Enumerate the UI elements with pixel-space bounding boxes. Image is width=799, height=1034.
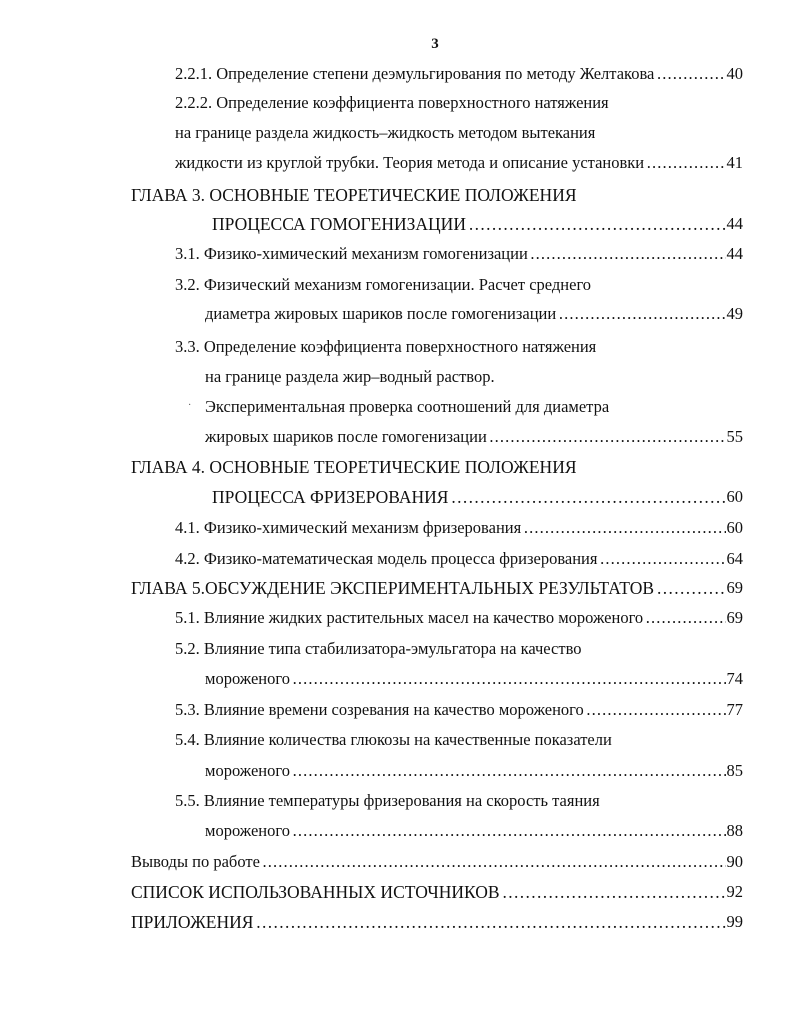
toc-page-3-3: 55 bbox=[726, 423, 744, 451]
toc-entry-5-2-cont: мороженого . . . bbox=[205, 665, 743, 693]
toc-page-references: 92 bbox=[726, 878, 744, 906]
toc-entry-3-3-cont3: жировых шариков после гомогенизации . . . bbox=[205, 423, 743, 451]
toc-page-chapter-5: 69 bbox=[726, 574, 744, 602]
toc-page-2-2-2: 41 bbox=[726, 149, 744, 177]
toc-entry-conclusions: Выводы по работе . . . bbox=[131, 848, 743, 876]
toc-entry-4-1: 4.1. Физико-химический механизм фризерования . . . bbox=[175, 514, 743, 542]
toc-entry-5-4: 5.4. Влияние количества глюкозы на качественные показатели bbox=[175, 730, 612, 749]
toc-entry-appendices: ПРИЛОЖЕНИЯ . . . bbox=[131, 908, 743, 936]
toc-entry-3-1: 3.1. Физико-химический механизм гомогенизации . . . bbox=[175, 240, 743, 268]
toc-entry-2-2-2: 2.2.2. Определение коэффициента поверхностного натяжения bbox=[175, 93, 609, 112]
toc-entry-5-5-cont: мороженого . . . bbox=[205, 817, 743, 845]
toc-entry-5-4-cont: мороженого . . . bbox=[205, 757, 743, 785]
toc-page-5-2: 74 bbox=[726, 665, 744, 693]
toc-entry-2-2-1: 2.2.1. Определение степени деэмульгирования по методу Желтакова . . . bbox=[175, 60, 743, 88]
toc-entry-3-2: 3.2. Физический механизм гомогенизации. Расчет среднего bbox=[175, 275, 592, 294]
toc-entry-2-2-2-cont1: на границе раздела жидкость–жидкость методом вытекания bbox=[175, 123, 596, 142]
page-number: 3 bbox=[431, 36, 439, 52]
toc-page-5-5: 88 bbox=[726, 817, 744, 845]
toc-page-5-1: 69 bbox=[726, 604, 744, 632]
toc-page-appendices: 99 bbox=[726, 908, 744, 936]
toc-entry-5-5: 5.5. Влияние температуры фризерования на скорость таяния bbox=[175, 791, 600, 810]
toc-entry-2-2-2-cont2: жидкости из круглой трубки. Теория метода и описание установки . . . bbox=[175, 149, 743, 177]
toc-entry-chapter-5: ГЛАВА 5.ОБСУЖДЕНИЕ ЭКСПЕРИМЕНТАЛЬНЫХ РЕЗУЛЬТАТОВ . . . bbox=[131, 574, 743, 602]
toc-page-2-2-1: 40 bbox=[726, 60, 744, 88]
toc-entry-5-1: 5.1. Влияние жидких растительных масел на качество мороженого . . . bbox=[175, 604, 743, 632]
toc-entry-5-3: 5.3. Влияние времени созревания на качество мороженого . . . bbox=[175, 696, 743, 724]
toc-entry-4-2: 4.2. Физико-математическая модель процесса фризерования . . . bbox=[175, 545, 743, 573]
toc-page-4-2: 64 bbox=[726, 545, 744, 573]
toc-page-5-3: 77 bbox=[726, 696, 744, 724]
toc-entry-chapter-4: ГЛАВА 4. ОСНОВНЫЕ ТЕОРЕТИЧЕСКИЕ ПОЛОЖЕНИЯ bbox=[131, 457, 577, 477]
toc-page-chapter-4: 60 bbox=[726, 483, 744, 511]
scan-speck: · bbox=[188, 400, 192, 411]
toc-entry-3-3-cont1: на границе раздела жир–водный раствор. bbox=[205, 367, 495, 386]
toc-entry-chapter-3-cont: ПРОЦЕССА ГОМОГЕНИЗАЦИИ . . . bbox=[212, 210, 743, 238]
toc-entry-5-2: 5.2. Влияние типа стабилизатора-эмульгатора на качество bbox=[175, 639, 582, 658]
toc-page-3-2: 49 bbox=[726, 300, 744, 328]
toc-page-chapter-3: 44 bbox=[726, 210, 744, 238]
toc-entry-3-2-cont: диаметра жировых шариков после гомогенизации . . . bbox=[205, 300, 743, 328]
toc-entry-chapter-4-cont: ПРОЦЕССА ФРИЗЕРОВАНИЯ . . . bbox=[212, 483, 743, 511]
toc-entry-references: СПИСОК ИСПОЛЬЗОВАННЫХ ИСТОЧНИКОВ . . . bbox=[131, 878, 743, 906]
toc-page-5-4: 85 bbox=[726, 757, 744, 785]
toc-entry-chapter-3: ГЛАВА 3. ОСНОВНЫЕ ТЕОРЕТИЧЕСКИЕ ПОЛОЖЕНИЯ bbox=[131, 185, 577, 205]
toc-entry-3-3: 3.3. Определение коэффициента поверхностного натяжения bbox=[175, 337, 597, 356]
toc-page-conclusions: 90 bbox=[726, 848, 744, 876]
toc-page-3-1: 44 bbox=[726, 240, 744, 268]
toc-page-4-1: 60 bbox=[726, 514, 744, 542]
toc-entry-3-3-cont2: Экспериментальная проверка соотношений для диаметра bbox=[205, 397, 610, 416]
